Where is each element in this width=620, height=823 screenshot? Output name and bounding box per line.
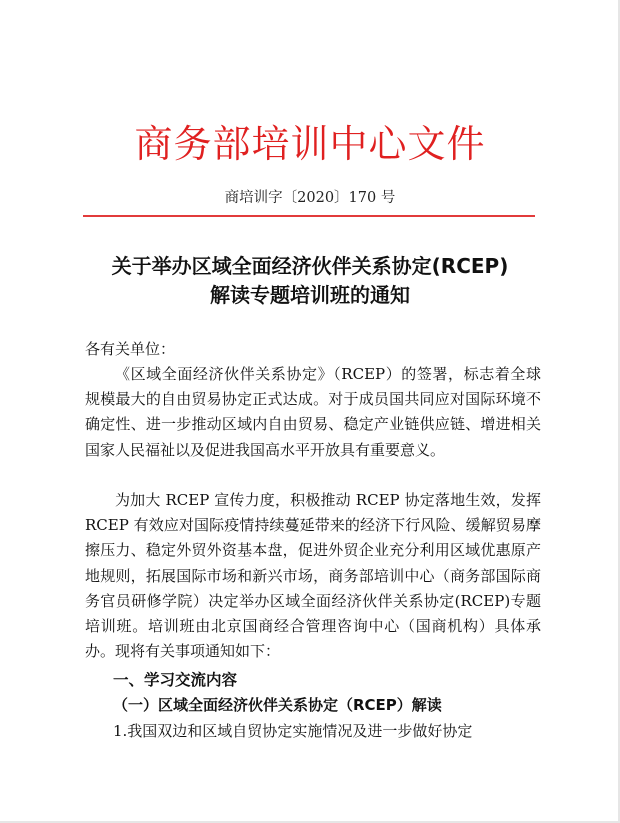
section-item-1: 1.我国双边和区域自贸协定实施情况及进一步做好协定 (113, 722, 473, 740)
notice-title-line1: 关于举办区域全面经济伙伴关系协定(RCEP) (111, 254, 509, 278)
body-paragraph-1: 《区域全面经济伙伴关系协定》（RCEP）的签署，标志着全球规模最大的自由贸易协定正式达成。对于成员国共同应对国际环境不确定性、进一步推动区域内自由贸易、稳定产业链供应链、增进相关国家人民福祉以及促进我国高水平开放具有重要意义。 (85, 365, 541, 459)
document-number: 商培训字〔2020〕170 号 (224, 190, 396, 206)
section-subheading-1: （一）区域全面经济伙伴关系协定（RCEP）解读 (113, 696, 442, 714)
notice-title (0, 252, 620, 310)
document-header-title: 商务部培训中心文件 (134, 122, 486, 166)
section-heading-1: 一、学习交流内容 (113, 671, 238, 689)
red-divider-line (83, 215, 535, 217)
notice-title-line2: 解读专题培训班的通知 (210, 283, 410, 307)
salutation: 各有关单位： (85, 340, 176, 358)
body-paragraph-2: 为加大 RCEP 宣传力度，积极推动 RCEP 协定落地生效，发挥 RCEP 有效应对国际疫情持续蔓延带来的经济下行风险、缓解贸易摩擦压力、稳定外贸外资基本盘，促进外贸企业充分利用区域优惠原产地规则，拓展国际市场和新兴市场，商务部培训中心（商务部国际商务官员研修学院）决定举办区域全面经济伙伴关系协定(RCEP)专题培训班。培训班由北京国商经合管理咨询中心（国商机构）具体承办。现将有关事项通知如下： (85, 491, 541, 661)
